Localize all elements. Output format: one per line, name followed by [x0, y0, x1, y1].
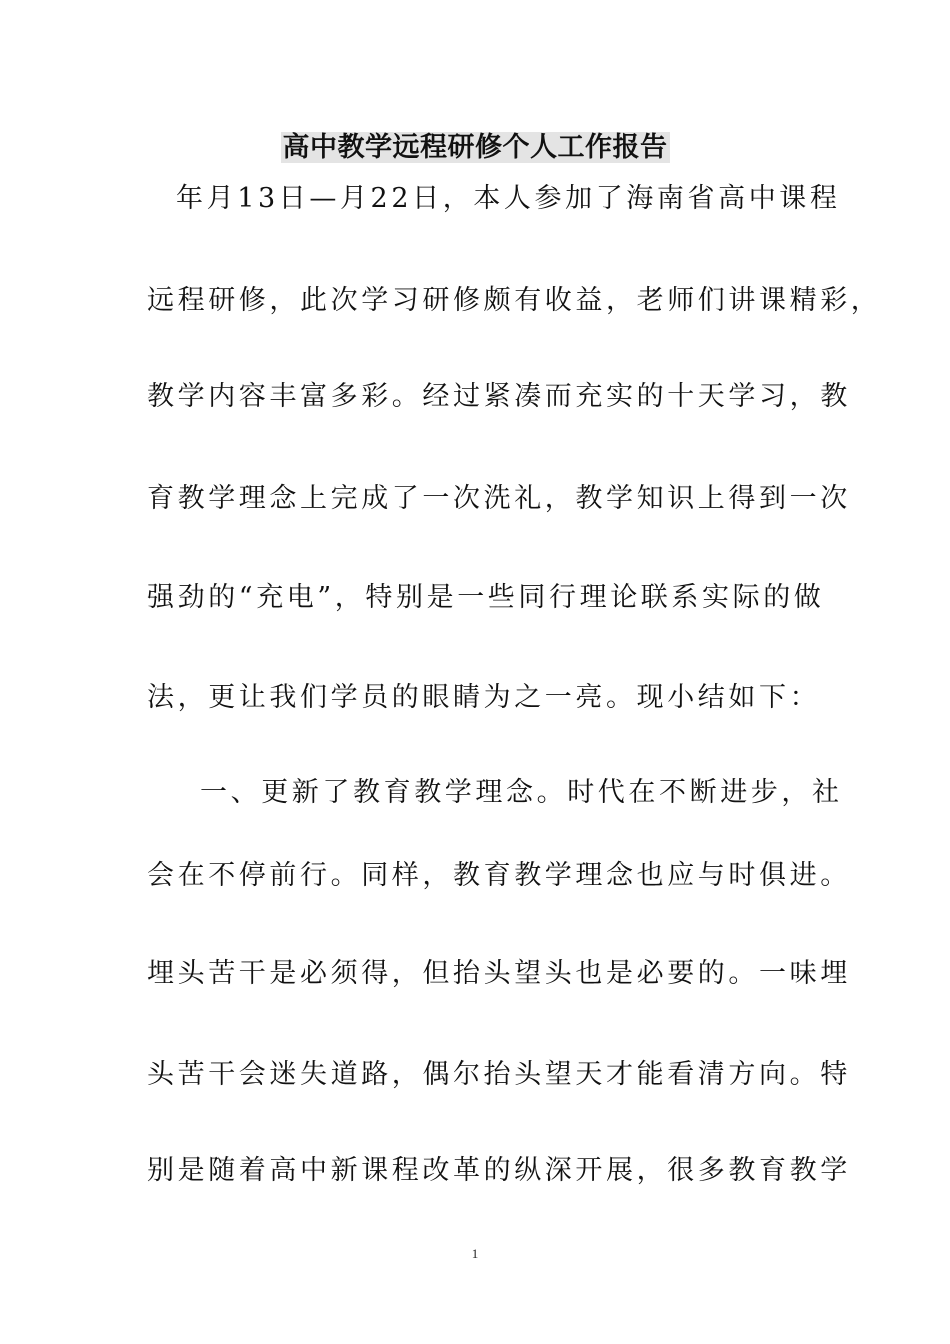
paragraph-line: 头苦干会迷失道路，偶尔抬头望天才能看清方向。特	[147, 1059, 851, 1090]
paragraph-line: 别是随着高中新课程改革的纵深开展，很多教育教学	[147, 1155, 851, 1186]
paragraph-line: 育教学理念上完成了一次洗礼，教学知识上得到一次	[147, 483, 851, 514]
paragraph-line: 法，更让我们学员的眼睛为之一亮。现小结如下：	[147, 682, 821, 713]
paragraph-line: 埋头苦干是必须得，但抬头望头也是必要的。一味埋	[147, 958, 851, 989]
document-title-text: 高中教学远程研修个人工作报告	[282, 132, 668, 163]
paragraph-line: 远程研修，此次学习研修颇有收益，老师们讲课精彩，	[147, 285, 882, 316]
paragraph-line: 会在不停前行。同样，教育教学理念也应与时俱进。	[147, 860, 851, 891]
paragraph-line: 教学内容丰富多彩。经过紧凑而充实的十天学习，教	[147, 381, 851, 412]
paragraph-line: 强劲的“充电”，特别是一些同行理论联系实际的做	[147, 582, 825, 613]
paragraph-line: 一、更新了教育教学理念。时代在不断进步，社	[200, 777, 843, 808]
paragraph-line: 年月13日—月22日，本人参加了海南省高中课程	[176, 183, 841, 214]
document-title	[0, 128, 950, 168]
page-number: 1	[471, 1246, 479, 1261]
